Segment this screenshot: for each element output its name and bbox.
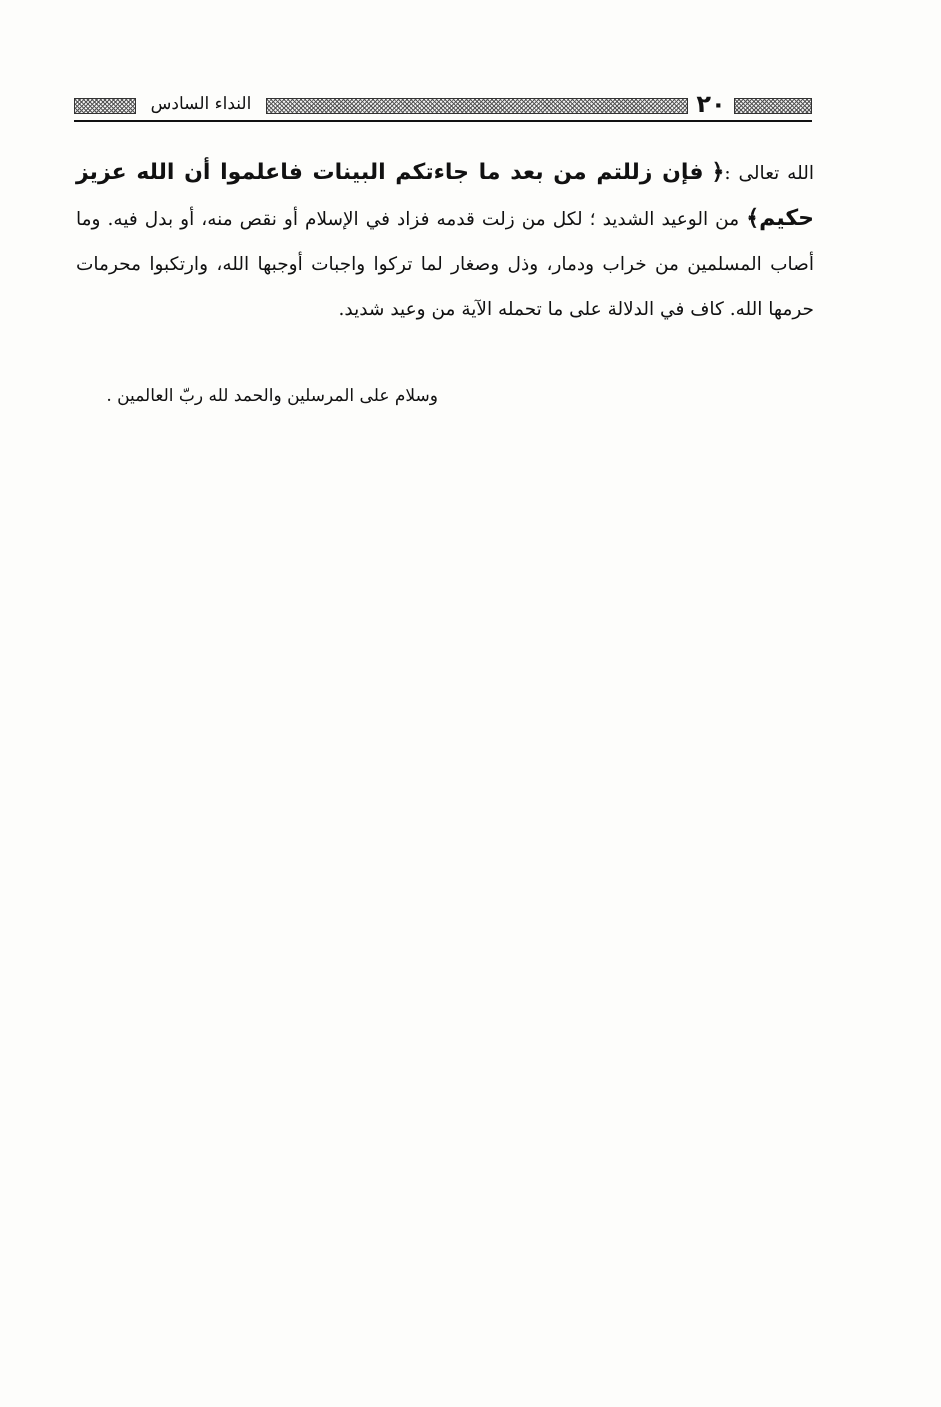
chapter-title: النداء السادس [136, 90, 266, 118]
quranic-verse: فإن زللتم من بعد ما جاءتكم البينات فاعلموا أن الله عزيز حكيم [76, 160, 814, 231]
closing-line: وسلام على المرسلين والحمد لله ربّ العالمين . [106, 386, 438, 406]
header-ornament-middle [266, 98, 688, 114]
body-paragraph [76, 150, 814, 332]
verse-close-bracket: ﴾ [746, 206, 760, 231]
page-number: ٢٠ [688, 90, 734, 118]
page-header [74, 86, 812, 126]
verse-open-bracket: ﴿ [711, 160, 725, 185]
header-rule [74, 120, 812, 122]
header-ornament-left [74, 98, 136, 114]
commentary-text: من الوعيد الشديد ؛ لكل من زلت قدمه فزاد في الإسلام أو نقص منه، أو بدل فيه. وما أصاب المسلمين من خراب ودمار، وذل وصغار لما تركوا واجبات أوجبها الله، وارتكبوا محرمات حرمها الله. كاف في الدلالة على ما تحمله الآية من وعيد شديد. [76, 209, 814, 320]
intro-text: الله تعالى : [724, 163, 814, 184]
header-ornament-right [734, 98, 812, 114]
